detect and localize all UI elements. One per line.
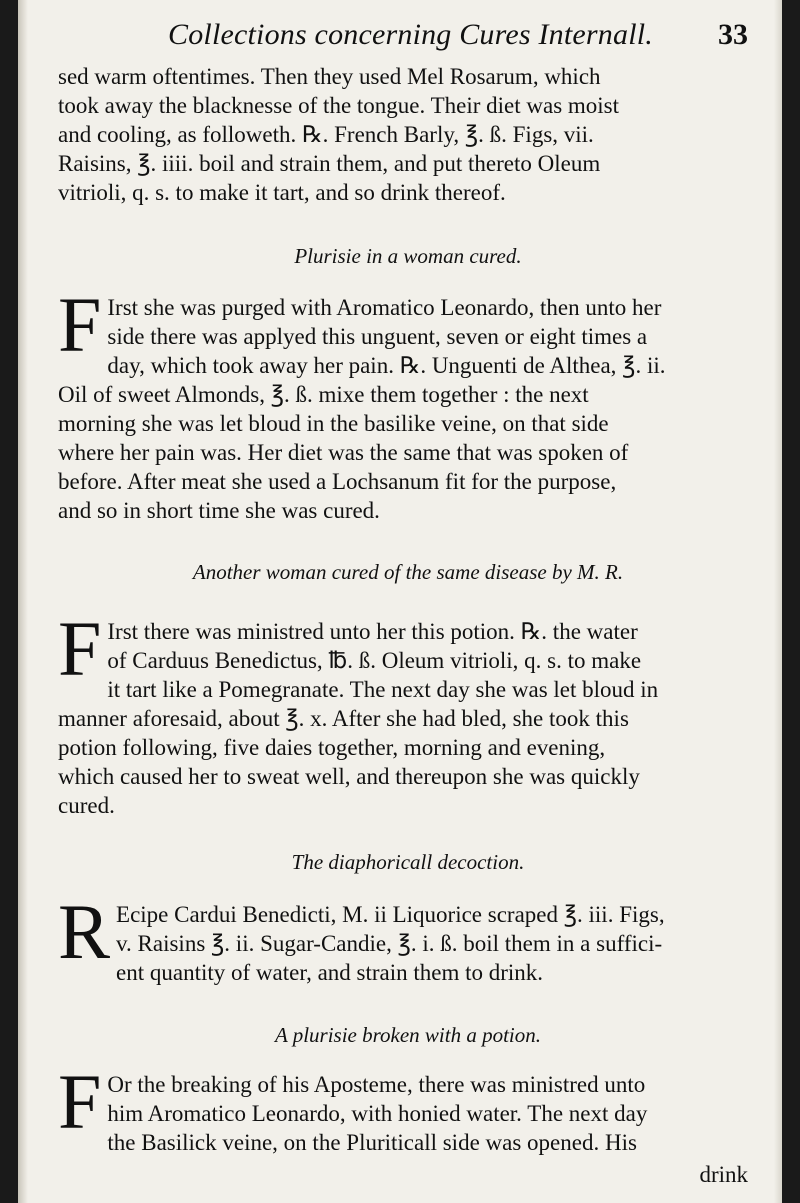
section-heading: The diaphoricall decoction.: [291, 850, 525, 874]
section-paragraph: [58, 888, 758, 987]
text-line: potion following, five daies together, morning and evening,: [58, 735, 606, 760]
running-head: [168, 14, 768, 64]
text-line: side there was applyed this unguent, seven or eight times a: [107, 324, 648, 349]
text-line: took away the blacknesse of the tongue. Their diet was moist: [58, 93, 620, 118]
text-line: which caused her to sweat well, and thereupon she was quickly: [58, 764, 640, 789]
text-line: morning she was let bloud in the basilike veine, on that side: [58, 411, 609, 436]
page-number: 33: [718, 18, 748, 51]
text-line: Irst there was ministred unto her this potion. ℞. the water: [107, 619, 638, 644]
book-page: [18, 0, 782, 1203]
text-line: before. After meat she used a Lochsanum fit for the purpose,: [58, 469, 617, 494]
text-line: ent quantity of water, and strain them to drink.: [116, 960, 544, 985]
drop-cap: F: [58, 1058, 102, 1145]
section-heading: A plurisie broken with a potion.: [275, 1023, 541, 1047]
section-paragraph: [58, 281, 758, 525]
section-paragraph: [58, 605, 758, 820]
text-line: of Carduus Benedictus, ℔. ß. Oleum vitrioli, q. s. to make: [107, 648, 642, 673]
catchword-block: [58, 1160, 748, 1189]
section-heading: Another woman cured of the same disease by M. R.: [192, 560, 624, 584]
text-line: vitrioli, q. s. to make it tart, and so drink thereof.: [58, 180, 506, 205]
intro-paragraph: [58, 62, 758, 207]
text-line: cured.: [58, 793, 115, 818]
section-heading: Plurisie in a woman cured.: [294, 244, 522, 268]
page-gutter-shadow: [18, 0, 28, 1203]
section-paragraph: [58, 1058, 758, 1157]
text-line: him Aromatico Leonardo, with honied water. The next day: [107, 1101, 648, 1126]
drop-cap: F: [58, 605, 102, 692]
text-line: it tart like a Pomegranate. The next day she was let bloud in: [107, 677, 659, 702]
text-line: Irst she was purged with Aromatico Leonardo, then unto her: [107, 295, 662, 320]
text-line: Or the breaking of his Aposteme, there was ministred unto: [107, 1072, 646, 1097]
drop-cap: F: [58, 281, 102, 368]
text-line: Oil of sweet Almonds, ℥. ß. mixe them together : the next: [58, 382, 589, 407]
text-line: where her pain was. Her diet was the same that was spoken of: [58, 440, 629, 465]
drop-cap: R: [58, 888, 111, 975]
catchword: drink: [699, 1162, 748, 1187]
text-line: v. Raisins ℥. ii. Sugar-Candie, ℥. i. ß. boil them in a suffici-: [116, 931, 663, 956]
running-title: Collections concerning Cures Internall.: [168, 18, 653, 51]
text-line: and so in short time she was cured.: [58, 498, 380, 523]
text-line: Raisins, ℥. iiii. boil and strain them, and put thereto Oleum: [58, 151, 601, 176]
text-line: manner aforesaid, about ℥. x. After she had bled, she took this: [58, 706, 629, 731]
text-line: Ecipe Cardui Benedicti, M. ii Liquorice scraped ℥. iii. Figs,: [116, 902, 665, 927]
page-edge: [774, 0, 782, 1203]
text-line: sed warm oftentimes. Then they used Mel Rosarum, which: [58, 64, 601, 89]
text-line: and cooling, as followeth. ℞. French Barly, ℥. ß. Figs, vii.: [58, 122, 594, 147]
text-line: day, which took away her pain. ℞. Unguenti de Althea, ℥. ii.: [107, 353, 666, 378]
text-line: the Basilick veine, on the Pluriticall side was opened. His: [107, 1130, 637, 1155]
